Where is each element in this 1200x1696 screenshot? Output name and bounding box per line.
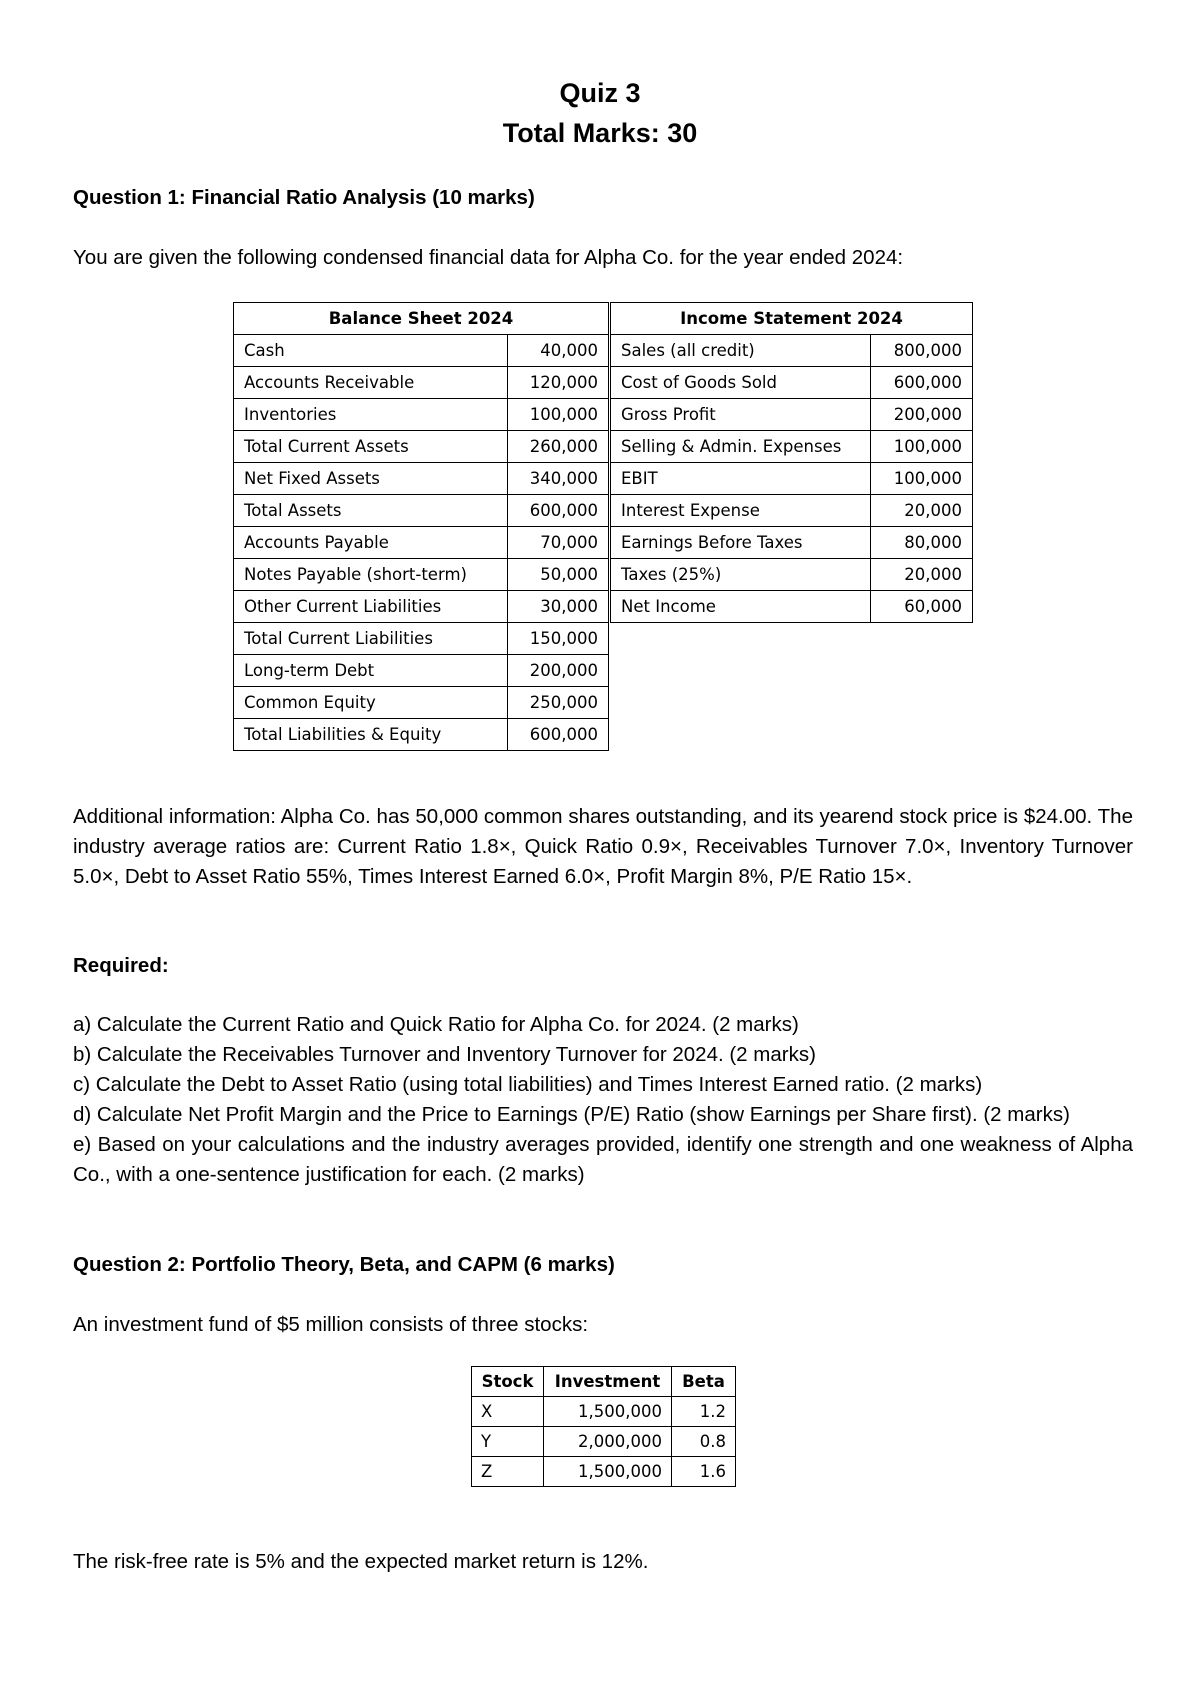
balance-sheet-label: Total Liabilities & Equity bbox=[234, 719, 508, 751]
question-2-intro: An investment fund of $5 million consists of three stocks: bbox=[73, 1313, 589, 1336]
income-statement-label: Taxes (25%) bbox=[611, 559, 871, 591]
financial-table-header-row bbox=[234, 303, 973, 335]
required-list bbox=[73, 1010, 1133, 1190]
stock-beta: 1.2 bbox=[672, 1397, 736, 1427]
portfolio-table bbox=[471, 1366, 736, 1487]
balance-sheet-label: Total Current Liabilities bbox=[234, 623, 508, 655]
stock-investment: 2,000,000 bbox=[544, 1427, 672, 1457]
balance-sheet-value: 340,000 bbox=[508, 463, 609, 495]
question-1-intro: You are given the following condensed financial data for Alpha Co. for the year ended 2024: bbox=[73, 246, 904, 269]
investment-column-header: Investment bbox=[544, 1367, 672, 1397]
required-item-a: a) Calculate the Current Ratio and Quick Ratio for Alpha Co. for 2024. (2 marks) bbox=[73, 1013, 799, 1036]
income-statement-label: Net Income bbox=[611, 591, 871, 623]
portfolio-row bbox=[472, 1397, 736, 1427]
beta-column-header: Beta bbox=[672, 1367, 736, 1397]
balance-sheet-label: Net Fixed Assets bbox=[234, 463, 508, 495]
balance-sheet-label: Accounts Payable bbox=[234, 527, 508, 559]
balance-sheet-label: Total Current Assets bbox=[234, 431, 508, 463]
stock-beta: 1.6 bbox=[672, 1457, 736, 1487]
balance-sheet-value: 200,000 bbox=[508, 655, 609, 687]
portfolio-row bbox=[472, 1427, 736, 1457]
income-statement-value: 60,000 bbox=[871, 591, 973, 623]
required-item-d: d) Calculate Net Profit Margin and the Price to Earnings (P/E) Ratio (show Earnings per Share first). (2 marks) bbox=[73, 1103, 1070, 1126]
market-rates-text: The risk-free rate is 5% and the expected market return is 12%. bbox=[73, 1550, 649, 1573]
stock-investment: 1,500,000 bbox=[544, 1457, 672, 1487]
balance-sheet-value: 100,000 bbox=[508, 399, 609, 431]
balance-sheet-value: 250,000 bbox=[508, 687, 609, 719]
financial-table-row bbox=[234, 335, 973, 367]
financial-table-row bbox=[234, 623, 973, 655]
page-title: Quiz 3 bbox=[559, 78, 641, 108]
income-statement-label: Selling & Admin. Expenses bbox=[611, 431, 871, 463]
balance-sheet-value: 600,000 bbox=[508, 719, 609, 751]
financial-table-row bbox=[234, 655, 973, 687]
income-statement-label: Earnings Before Taxes bbox=[611, 527, 871, 559]
stock-beta: 0.8 bbox=[672, 1427, 736, 1457]
income-statement-value: 80,000 bbox=[871, 527, 973, 559]
income-statement-value: 20,000 bbox=[871, 495, 973, 527]
balance-sheet-value: 600,000 bbox=[508, 495, 609, 527]
income-statement-value: 100,000 bbox=[871, 463, 973, 495]
financial-table-row bbox=[234, 431, 973, 463]
balance-sheet-label: Inventories bbox=[234, 399, 508, 431]
balance-sheet-label: Cash bbox=[234, 335, 508, 367]
required-item-b: b) Calculate the Receivables Turnover and Inventory Turnover for 2024. (2 marks) bbox=[73, 1043, 816, 1066]
balance-sheet-value: 150,000 bbox=[508, 623, 609, 655]
income-statement-label: EBIT bbox=[611, 463, 871, 495]
question-2-heading: Question 2: Portfolio Theory, Beta, and CAPM (6 marks) bbox=[73, 1253, 615, 1276]
financial-table-row bbox=[234, 719, 973, 751]
income-statement-label: Interest Expense bbox=[611, 495, 871, 527]
financial-table-row bbox=[234, 527, 973, 559]
financial-data-table bbox=[233, 302, 973, 751]
required-heading: Required: bbox=[73, 954, 169, 977]
portfolio-row bbox=[472, 1457, 736, 1487]
financial-table-row bbox=[234, 687, 973, 719]
income-statement-header: Income Statement 2024 bbox=[611, 303, 973, 335]
balance-sheet-label: Accounts Receivable bbox=[234, 367, 508, 399]
required-item-e: e) Based on your calculations and the industry averages provided, identify one strength and one weakness of Alpha Co., with a one-sentence justification for each. (2 marks) bbox=[73, 1133, 1133, 1186]
required-item-c: c) Calculate the Debt to Asset Ratio (using total liabilities) and Times Interest Earned ratio. (2 marks) bbox=[73, 1073, 983, 1096]
income-statement-label: Cost of Goods Sold bbox=[611, 367, 871, 399]
stock-name: X bbox=[472, 1397, 544, 1427]
financial-table-row bbox=[234, 495, 973, 527]
additional-information: Additional information: Alpha Co. has 50,000 common shares outstanding, and its yearend stock price is $24.00. The industry average ratios are: Current Ratio 1.8×, Quick Ratio 0.9×, Receivables Turnover 7.0×, Inventory Turnover 5.0×, Debt to Asset Ratio 55%, Times Interest Earned 6.0×, Profit Margin 8%, P/E Ratio 15×. bbox=[73, 805, 1133, 888]
income-statement-value: 20,000 bbox=[871, 559, 973, 591]
portfolio-header-row bbox=[472, 1367, 736, 1397]
balance-sheet-value: 70,000 bbox=[508, 527, 609, 559]
balance-sheet-value: 120,000 bbox=[508, 367, 609, 399]
balance-sheet-value: 260,000 bbox=[508, 431, 609, 463]
income-statement-value: 800,000 bbox=[871, 335, 973, 367]
income-statement-value: 600,000 bbox=[871, 367, 973, 399]
financial-table-row bbox=[234, 399, 973, 431]
balance-sheet-value: 30,000 bbox=[508, 591, 609, 623]
income-statement-label: Sales (all credit) bbox=[611, 335, 871, 367]
balance-sheet-label: Common Equity bbox=[234, 687, 508, 719]
total-marks: Total Marks: 30 bbox=[502, 118, 698, 148]
income-statement-value: 100,000 bbox=[871, 431, 973, 463]
balance-sheet-label: Other Current Liabilities bbox=[234, 591, 508, 623]
stock-name: Z bbox=[472, 1457, 544, 1487]
balance-sheet-label: Long-term Debt bbox=[234, 655, 508, 687]
income-statement-value: 200,000 bbox=[871, 399, 973, 431]
balance-sheet-value: 50,000 bbox=[508, 559, 609, 591]
financial-table-row bbox=[234, 559, 973, 591]
balance-sheet-label: Notes Payable (short-term) bbox=[234, 559, 508, 591]
balance-sheet-header: Balance Sheet 2024 bbox=[234, 303, 609, 335]
stock-investment: 1,500,000 bbox=[544, 1397, 672, 1427]
balance-sheet-value: 40,000 bbox=[508, 335, 609, 367]
financial-table-row bbox=[234, 367, 973, 399]
financial-table-row bbox=[234, 463, 973, 495]
stock-name: Y bbox=[472, 1427, 544, 1457]
income-statement-label: Gross Profit bbox=[611, 399, 871, 431]
stock-column-header: Stock bbox=[472, 1367, 544, 1397]
balance-sheet-label: Total Assets bbox=[234, 495, 508, 527]
financial-table-row bbox=[234, 591, 973, 623]
question-1-heading: Question 1: Financial Ratio Analysis (10 marks) bbox=[73, 186, 535, 209]
